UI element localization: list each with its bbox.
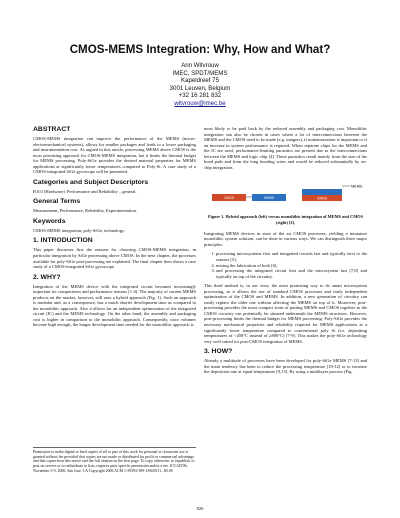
list-item: 1. processing microsystems first and integrated circuits last and typically next to the sensors [5],	[216, 251, 367, 262]
author-affiliation: IMEC, SPDT/MEMS	[172, 69, 228, 77]
page-number: 826	[196, 506, 204, 511]
terms-text: Measurement, Performance, Reliability, Experimentation.	[33, 208, 138, 214]
right-column	[204, 126, 367, 379]
principles-list	[204, 251, 367, 279]
third-method-text: This third method is, in our view, the most promising way to do smart microsystem processing, as it allows the use of standard CMOS processes and fairly independent optimization of the CMOS and MEMS. In addition, a new generation of circuitry can easily replace the older one without affecting the MEMS on top of it. Moreover, post-processing provides the most compact form of putting MEMS and CMOS together as the CMOS circuitry can potentially be situated underneath the MEMS structures. However, post-processing limits the thermal budget for MEMS processing. Poly-SiGe provides the necessary mechanical properties and reliability required for MEMS applications at a significantly lower temperature compared to conventional poly Si (i.e. depositing temperatures of <450°C instead of ≥800°C) [7-9]. This makes the poly-SiGe technology very well suited for post-CMOS integration of MEMS.	[204, 283, 367, 344]
cmos-left-label: CMOS	[223, 196, 235, 201]
list-item: 2. mixing the fabrication of both [6],	[216, 263, 367, 269]
paper-title: CMOS-MEMS Integration: Why, How and What?	[69, 43, 331, 56]
author-street: Kapeldreef 75	[181, 77, 219, 85]
abstract-heading: ABSTRACT	[33, 126, 71, 133]
why-heading: 2. WHY?	[33, 273, 61, 281]
mems-left-label: MEMS	[263, 196, 275, 201]
author-block	[0, 62, 400, 108]
right-intro-text: most likely to be paid back by the reduced assembly and packaging cost. Monolithic integration can also be chosen in cases where a lot of interconnections between the MEMS and the CMOS need to be made (e.g. imagers), if miniaturization is important or if an increase in system performance is required. When separate chips for the MEMS and the IC are used, performance-limiting parasitics are present due to the interconnections between the MEMS and logic chip [4]. These parasitics result mainly from the size of the bond pads and from the long bonding wires and would be reduced substantially by on-chip integration.	[204, 126, 367, 170]
mems-pointer-label: MEMS	[351, 184, 363, 189]
introduction-text: This paper discusses first the reasons for choosing CMOS-MEMS integration, in particular integration by SiGe processing above CMOS. In the next chapter, the processes available for poly-SiGe post-processing are explained. The final chapter then shows a case study of a CMOS-integrated SiGe gyroscope.	[33, 247, 196, 270]
list-item: 3. and processing the integrated circuit first and the microsystem last [7,8] and typically on top of the circuitry.	[216, 268, 367, 279]
figure-1	[204, 176, 367, 212]
keywords-text: CMOS-MEMS integration, poly-SiGe, technology.	[33, 227, 125, 233]
mems-layer-right	[302, 189, 342, 195]
how-text: Already a multitude of processes have been developed for poly-SiGe MEMS [7-13] and the main tendency has been to reduce the processing temperature [10-12] or to increase the deposition rate at equal temperature [9,13]. By using a multilayer process (Fig.	[204, 358, 367, 375]
why-text: Integration of the MEMS device with the integrated circuit becomes increasingly important for compactness and performance reasons [1-4]. The majority of current MEMS products on the market, however, still uses a hybrid approach (Fig. 1). Such an approach is modular and, as a consequence, has a much shorter development time as compared to the monolithic approach. Also it allows for an independent optimization of the integrated circuit (IC) and the MEMS technology. On the other hand, the assembly and packaging cost is higher in comparison to the monolithic approach. Consequently, once volumes become high enough, the longer development time needed for the monolithic approach is	[33, 283, 196, 328]
how-heading: 3. HOW?	[204, 348, 233, 356]
author-phone: +32 16 281 832	[178, 92, 222, 100]
copyright-footnote: Permission to make digital or hard copies of all or part of this work for personal or classroom use is granted without fee provided that copies are not made or distributed for profit or commercial advantage and that copies bear this notice and the full citation on the first page. To copy otherwise, to republish, to post on servers or to redistribute to lists, requires prior specific permission and/or a fee. ICCAD'06, November 5-9, 2006, San Jose, CA Copyright 2006 ACM 1-59593-389-1/06/0011...$5.00	[33, 447, 196, 474]
left-column	[33, 126, 196, 332]
figure-1-caption: Figure 1. Hybrid approach (left) versus monolithic integration of MEMS and CMOS (right) [2].	[207, 214, 363, 225]
keywords-heading: Keywords	[33, 217, 66, 225]
author-name: Ann Witvrouw	[181, 62, 219, 69]
cmos-right-label: CMOS	[316, 196, 328, 201]
abstract-text: CMOS-MEMS integration can improve the performance of the MEMS (micro-electromechanical systems), allows for smaller packages and leads to a lower packaging and instrumentation cost. As argued in this article, processing MEMS above CMOS is the most promising approach for CMOS-MEMS integration, but it limits the thermal budget for MEMS processing. Poly-SiGe provides the desired material properties for MEMS applications at significantly lower temperatures compared to Poly-Si. A case study of a CMOS-integrated SiGe gyroscope will be presented.	[33, 136, 196, 175]
categories-text: B.8.0 [Hardware]: Performance and Reliability – general.	[33, 188, 137, 194]
figure-1-diagram	[204, 176, 367, 212]
author-email-link[interactable]: witvrouw@imec.be	[174, 99, 226, 107]
categories-heading: Categories and Subject Descriptors	[33, 178, 149, 186]
terms-heading: General Terms	[33, 198, 81, 206]
principles-intro-text: Integrating MEMS devices in state of the art CMOS processes, yielding a miniature monolithic system solution, can be done in various ways. We can distinguish three major principles:	[204, 230, 367, 247]
introduction-heading: 1. INTRODUCTION	[33, 237, 93, 245]
author-city: 3001 Leuven, Belgium	[169, 84, 231, 92]
